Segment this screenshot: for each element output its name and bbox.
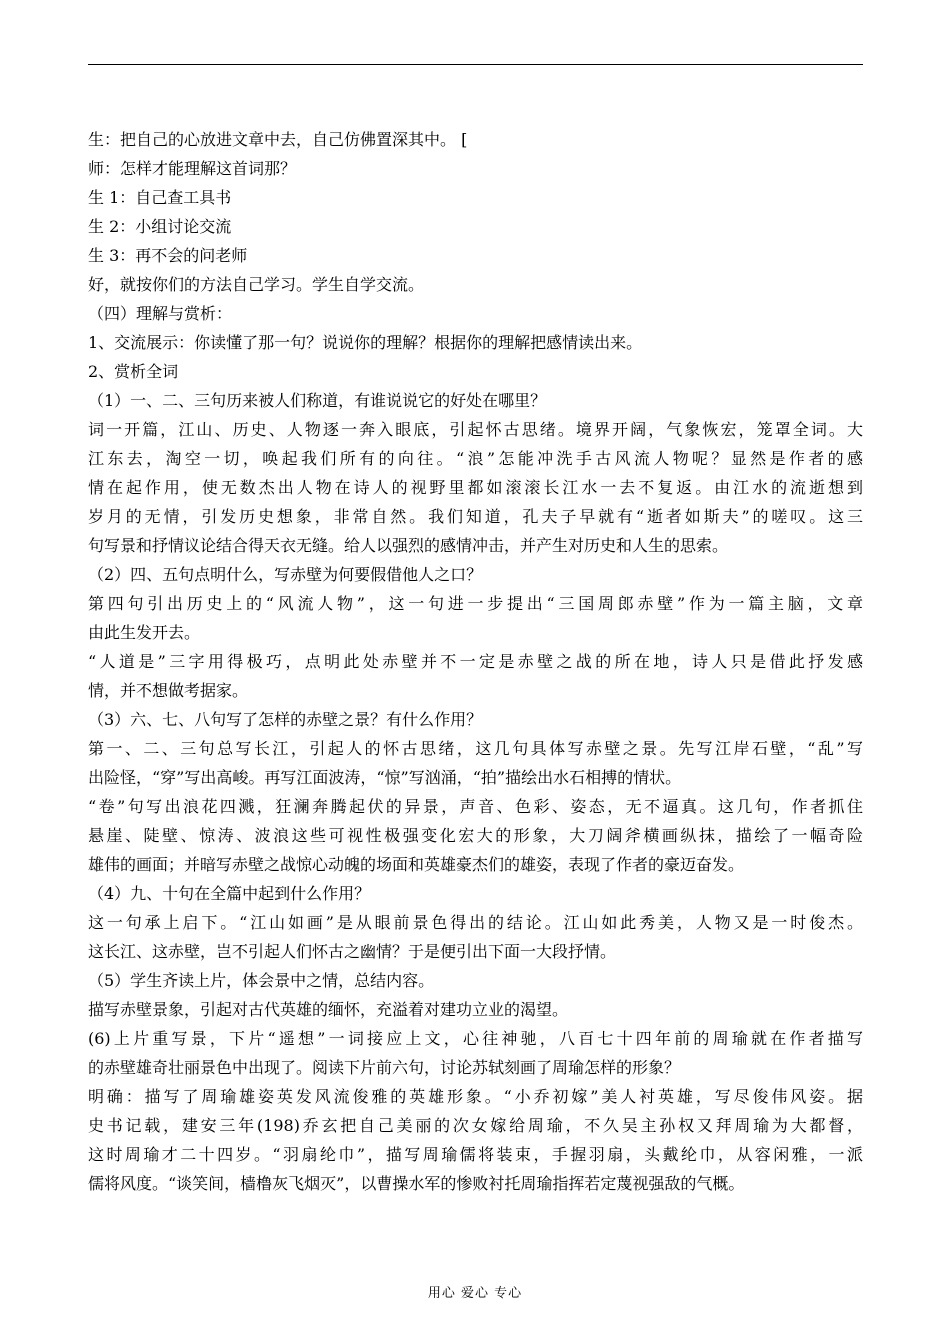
text-line: 的赤壁雄奇壮丽景色中出现了。阅读下片前六句，讨论苏轼刻画了周瑜怎样的形象？ [88,1058,681,1077]
text-line: “卷”句写出浪花四溅，狂澜奔腾起伏的异景，声音、色彩、姿态，无不逼真。这几句，作者抓住 [88,797,863,816]
text-line: 出险怪，“穿”写出高峻。再写江面波涛，“惊”写汹涌，“拍”描绘出水石相搏的情状。 [88,768,682,787]
text-line: 江东去，淘空一切，唤起我们所有的向往。“浪”怎能冲洗手古风流人物呢？显然是作者的感 [88,449,863,468]
text-line: （2）四、五句点明什么，写赤壁为何要假借他人之口？ [88,565,483,584]
text-line: 史书记载，建安三年(198)乔玄把自己美丽的次女嫁给周瑜，不久吴主孙权又拜周瑜为大都督， [88,1116,863,1135]
text-line: 师：怎样才能理解这首词那？ [88,159,297,178]
text-line: 雄伟的画面；并暗写赤壁之战惊心动魄的场面和英雄豪杰们的雄姿，表现了作者的豪迈奋发。 [88,855,745,874]
text-line: 儒将风度。“谈笑间，樯橹灰飞烟灭”，以曹操水军的惨败衬托周瑜指挥若定蔑视强敌的气概。 [88,1174,745,1193]
text-line: 好，就按你们的方法自己学习。学生自学交流。 [88,275,425,294]
text-line: （1）一、二、三句历来被人们称道，有谁说说它的好处在哪里？ [88,391,547,410]
text-line: 悬崖、陡壁、惊涛、波浪这些可视性极强变化宏大的形象，大刀阔斧横画纵抹，描绘了一幅奇险 [88,826,863,845]
document-body [88,125,863,1198]
header-rule [88,64,863,65]
text-line: 2、赏析全词 [88,362,179,381]
text-line: 这时周瑜才二十四岁。“羽扇纶巾”，描写周瑜儒将装束，手握羽扇，头戴纶巾，从容闲雅，一派 [88,1145,863,1164]
text-line: 句写景和抒情议论结合得天衣无缝。给人以强烈的感情冲击，并产生对历史和人生的思索。 [88,536,729,555]
text-line: 第一、二、三句总写长江，引起人的怀古思绪，这几句具体写赤壁之景。先写江岸石壁，“乱”写 [88,739,863,758]
text-line: 生 1：自己查工具书 [88,188,232,207]
text-line: (6)上片重写景，下片“遥想”一词接应上文，心往神驰，八百七十四年前的周瑜就在作者描写 [88,1029,863,1048]
text-line: 明确：描写了周瑜雄姿英发风流俊雅的英雄形象。“小乔初嫁”美人衬英雄，写尽俊伟风姿。据 [88,1087,863,1106]
text-line: 情，并不想做考据家。 [88,681,249,700]
text-line: 第四句引出历史上的“风流人物”，这一句进一步提出“三国周郎赤壁”作为一篇主脑，文章 [88,594,863,613]
text-line: 生 3：再不会的问老师 [88,246,248,265]
text-line: 这长江、这赤壁，岂不引起人们怀古之幽情？于是便引出下面一大段抒情。 [88,942,617,961]
text-line: “人道是”三字用得极巧，点明此处赤壁并不一定是赤壁之战的所在地，诗人只是借此抒发感 [88,652,863,671]
text-line: 生 2：小组讨论交流 [88,217,232,236]
text-line: （3）六、七、八句写了怎样的赤壁之景？有什么作用？ [88,710,483,729]
text-line: 这一句承上启下。“江山如画”是从眼前景色得出的结论。江山如此秀美，人物又是一时俊杰。 [88,913,863,932]
text-line: （4）九、十句在全篇中起到什么作用？ [88,884,371,903]
text-line: （四）理解与赏析： [88,304,233,323]
text-line: （5）学生齐读上片，体会景中之情，总结内容。 [88,971,435,990]
text-line: 由此生发开去。 [88,623,201,642]
text-line: 词一开篇，江山、历史、人物逐一奔入眼底，引起怀古思绪。境界开阔，气象恢宏，笼罩全词。大 [88,420,863,439]
text-line: 情在起作用，使无数杰出人物在诗人的视野里都如滚滚长江水一去不复返。由江水的流逝想到 [88,478,863,497]
text-line: 1、交流展示：你读懂了那一句？说说你的理解？根据你的理解把感情读出来。 [88,333,643,352]
text-line: 描写赤壁景象，引起对古代英雄的缅怀，充溢着对建功立业的渴望。 [88,1000,569,1019]
text-line: 岁月的无情，引发历史想象，非常自然。我们知道，孔夫子早就有“逝者如斯夫”的嗟叹。这三 [88,507,863,526]
page-footer: 用心 爱心 专心 [427,1286,523,1301]
text-line: 生：把自己的心放进文章中去，自己仿佛置深其中。 [ [88,130,468,149]
